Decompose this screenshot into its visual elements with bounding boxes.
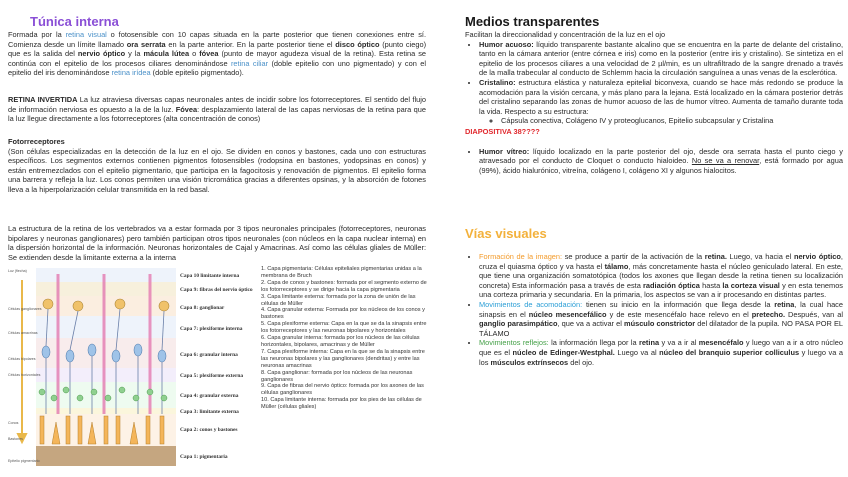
term-humor-acuoso: Humor acuoso: <box>479 39 534 49</box>
medios-block <box>465 30 843 175</box>
term: núcleo mesencefálico <box>528 309 607 319</box>
text: y va a ir al <box>659 338 699 348</box>
layers-legend <box>261 266 427 411</box>
side-label: Bastones <box>8 437 23 441</box>
text-no-se-renueva: No se va a renovar <box>691 156 760 166</box>
text: del ojo. <box>568 357 595 367</box>
layer-label-2: Capa 2: conos y bastones <box>180 427 238 433</box>
ganglion-cell <box>73 301 83 311</box>
side-label: Epitelio pigmentario <box>8 459 40 463</box>
section-title-tunica-interna: Túnica interna <box>30 14 119 29</box>
term: radiación óptica <box>643 280 700 290</box>
diapositiva-note: DIAPOSITIVA 38???? <box>465 126 540 136</box>
paragraph-fotorreceptores <box>8 137 426 195</box>
layer-label-1: Capa 1: pigmentaria <box>180 454 228 460</box>
legend-item-1: 1. Capa pigmentaria: Células epiteliales pigmentarias unidas a la membrana de Bruch <box>261 266 422 279</box>
term: tálamo <box>604 261 629 271</box>
list-item-reflejos <box>479 338 843 367</box>
bipolar-cell <box>66 350 74 362</box>
medios-intro: Facilitan la direccionalidad y concentración de la luz en el ojo <box>465 30 666 39</box>
ganglion-cell <box>159 301 169 311</box>
list-item-acomodacion <box>479 300 843 338</box>
term: núcleo de Edinger-Westphal. <box>512 347 615 357</box>
text: hasta <box>699 280 723 290</box>
paragraph-retina-invertida <box>8 95 426 124</box>
medios-list-2 <box>465 147 843 176</box>
text: Después, van al <box>785 309 843 319</box>
bipolar-cell <box>112 350 120 362</box>
text: , cruza el quiasma óptico y va hasta el <box>479 252 843 271</box>
rod <box>146 416 150 444</box>
text: (doble epitelio con uno pigmentado) y con el epitelio del iris denominándose <box>8 58 426 78</box>
list-item-humor-vitreo <box>479 147 843 176</box>
term: músculos extrínsecos <box>490 357 569 367</box>
paragraph-estructura-retina: La estructura de la retina de los vertebrados va a estar formada por 3 tipos neuronales principales (fotorreceptores, neuronas bipolares y neuronas ganglionares) pero también participan otros tipos neuronales (con núcleos en la capa nuclear interna) en la dispersión horizontal de la información. Neuronas horizontales de Cajal y Amacrinas. Así como las células gliales de Müller: Se extienden desde la limitante externa a la interna <box>8 224 426 262</box>
text: (doble epitelio pigmentado). <box>150 68 244 78</box>
ganglion-cell <box>115 299 125 309</box>
section-title-medios-transparentes: Medios transparentes <box>465 14 600 29</box>
text: y en esta tenemos una corteza primaria y secundaria. En la primaria, los aspectos se van a ir procesando en distintas partes. <box>479 280 843 300</box>
side-label: Conos <box>8 421 19 425</box>
term: núcleo del branquio superior colliculus <box>659 347 800 357</box>
paragraph-retina-intro <box>8 30 426 78</box>
term-fovea: Fóvea <box>175 104 198 114</box>
layer-label-3: Capa 3: limitante externa <box>180 409 239 415</box>
layer-label-7: Capa 7: plexiforme interna <box>180 326 243 332</box>
text: del dilatador de la pupila. NO PASA POR EL TÁLAMO <box>479 319 843 338</box>
legend-item-5: 5. Capa plexiforme externa: Capa en la que se da la sinapsis entre los fotorreceptores y las neuronas bipolares y horizontales <box>261 321 427 335</box>
list-item-humor-acuoso <box>479 40 843 78</box>
side-label: Células ganglionares <box>8 307 42 311</box>
legend-item-6: 6. Capa granular interna: formada por los núcleos de las células horizontales, bipolares, amacrinas y de Müller <box>261 335 420 348</box>
cristalino-sublist <box>479 116 843 126</box>
term-fovea: fóvea <box>199 49 219 59</box>
text: y luego va a los <box>479 347 844 367</box>
text: Formada por la <box>8 30 66 39</box>
term: retina <box>774 299 795 309</box>
side-label: Células horizontales <box>8 373 41 377</box>
rod <box>66 416 70 444</box>
layer-label-4: Capa 4: granular externa <box>180 393 239 399</box>
text: tienen su inicio en la información que llega desde la <box>582 299 775 309</box>
side-label: Células bipolares <box>8 357 36 361</box>
text: en la parte anterior. En la parte posterior tiene el <box>165 39 336 49</box>
medios-list <box>465 40 843 126</box>
legend-item-8: 8. Capa ganglionar: formada por los núcleos de las neuronas ganglionares <box>261 369 413 383</box>
term-formacion-imagen: Formación de la imagen: <box>479 252 563 261</box>
text: o <box>189 49 200 59</box>
text: , la cual hace sinapsis en el <box>479 299 843 319</box>
text: y de este mesencéfalo hace relevo en el <box>606 309 752 319</box>
rod <box>104 416 108 444</box>
list-item-capsula: ◦ Cápsula conectiva, Colágeno IV y proteoglucanos, Epitelio subcapsular y Cristalina <box>501 116 843 126</box>
rod <box>116 416 120 444</box>
text: se produce a partir de la activación de la <box>562 252 705 261</box>
text: la información llega por la <box>548 338 639 348</box>
heading-fotorreceptores: Fotorreceptores <box>8 137 65 146</box>
side-label: Células amacrinas <box>8 331 38 335</box>
text: : desplazamiento lateral de las capas nerviosas de la retina para que la luz llegue directamente a los fotorreceptores (alta concentración de conos) <box>8 104 426 124</box>
vias-list <box>465 252 843 367</box>
vias-block <box>465 252 843 367</box>
text: líquido localizado en la parte posterior del ojo, desde ora serrata hasta el punto ciego y atravesado por el conducto de Cloquet o conducto hialoideo. <box>479 146 843 166</box>
term-macula-lutea: mácula lútea <box>143 49 190 59</box>
term: mesencéfalo <box>698 338 744 348</box>
term-retina-visual: retina visual <box>65 30 107 39</box>
bipolar-cell <box>158 350 166 362</box>
text: (punto ciego) que es la salida del <box>8 39 427 59</box>
term-retina-iridea: retina irídea <box>111 68 151 78</box>
term-nervio-optico: nervio óptico <box>77 49 126 59</box>
term: nervio óptico <box>793 252 841 261</box>
layer-label-5: Capa 5: plexiforme externa <box>180 373 244 379</box>
legend-item-3: 3. Capa limitante externa: formada por la zona de unión de las células de Müller <box>261 293 416 307</box>
text: , que va a activar el <box>557 319 624 329</box>
term: la corteza visual <box>722 280 780 290</box>
text: La luz atraviesa diversas capas neuronales antes de incidir sobre los fotorreceptores. El sentido del flujo de información nerviosa es opuesto a la de la luz. <box>8 95 426 114</box>
term: músculo constrictor <box>624 319 696 329</box>
term-acomodacion: Movimientos de acomodación: <box>479 299 583 309</box>
ganglion-cell <box>43 299 53 309</box>
layer-label-6: Capa 6: granular interna <box>180 352 238 358</box>
rod <box>160 416 164 444</box>
term-humor-vitreo: Humor vítreo: <box>479 146 530 156</box>
list-item-formacion-imagen <box>479 252 843 300</box>
text: líquido transparente bastante alcalino que se encuentra en la parte de delante del cristalino, tanto en la cámara anterior (entre córnea e iris) como en la posterior (entre iris y cristalino). Se sintetiza en el epitelio de los procesos ciliares a una velocidad de 2 µl/min, es un ultrafiltrado de la sangre drenado a través de la malla trabecular al conducto de Schlemm hacia la circulación sanguínea a unas venas de la esclerótica. <box>479 39 844 78</box>
layer-label-10: Capa 10 limitante interna <box>180 273 240 279</box>
legend-item-2: 2. Capa de conos y bastones: formada por el segmento externo de los fotorreceptores y se dirige hacia la capa pigmentaria <box>261 279 427 293</box>
term-disco-optico: disco óptico <box>335 39 380 49</box>
term-reflejos: Movimientos reflejos: <box>479 338 549 348</box>
term: ganglio parasimpático <box>479 319 558 329</box>
layer-label-9: Capa 9: fibras del nervio óptico <box>180 287 253 293</box>
text: , está formado por agua (99%), ácido hialurónico, vitreína, colágeno I, colágeno XI y algunos hialocitos. <box>479 156 843 175</box>
term-retina-ciliar: retina ciliar <box>230 58 269 68</box>
rod <box>78 416 82 444</box>
bipolar-cell <box>42 346 50 358</box>
text: (Son células especializadas en la detección de la luz en el ojo. Se dividen en conos y bastones, cada uno con estructuras específicos. Los segmentos externos contienen pigmentos fotosensibles (rodopsina en bastones, yodopsinas en conos) y están entremezclados con el epitelio pigmentario, que participa en la fagocitosis y renovación de pigmentos. El epitelio forma una barrera y refleja la luz. Los conos permiten una visión tricromática gracias a diferentes opsinas, y la absorción de fotones lleva a la hiperpolarización celular transmitida en la red basal. <box>8 146 426 194</box>
text: estructura elástica y naturaleza epitelial biconvexa, cuando se hace más redondo se produce la acomodación para la visión cercana, y más plano para la lejana. Está localizado en la cámara posterior detrás del cristalino separando las zonas de humor acuoso de las de humor vítreo. Aumenta de tamaño durante toda la vida. Respecto a su estructura: <box>479 77 843 116</box>
text: o fotosensible con 10 capas situada en la parte posterior que tienen conexiones entre sí. Comienza desde un límite llamado <box>8 30 427 49</box>
term-cristalino: Cristalino: <box>479 77 516 87</box>
term-ora-serrata: ora serrata <box>126 39 166 49</box>
text: (punto de mayor agudeza visual de la retina). Esta retina se continúa con el epitelio de los procesos ciliares denominándose <box>8 49 427 68</box>
term: pretecho. <box>751 309 786 319</box>
legend-item-7: 7. Capa plexiforme interna: Capa en la que se da la sinapsis entre las neuronas bipolares y las ganglionares (dendritas) y entre las neuronas amacrinas <box>261 348 425 369</box>
text: Luego va al <box>614 347 660 357</box>
layer-label-8: Capa 8: ganglionar <box>180 305 225 311</box>
list-item-cristalino <box>479 78 843 126</box>
side-label: Luz (flecha) <box>8 269 27 273</box>
term: retina <box>638 338 660 348</box>
section-title-vias-visuales: Vías visuales <box>465 226 547 241</box>
legend-item-9: 9. Capa de fibras del nervio óptico: formada por los axones de las células ganglionares <box>261 383 424 397</box>
rod <box>40 416 44 444</box>
term-retina-invertida: RETINA INVERTIDA <box>8 95 78 104</box>
term: retina. <box>704 252 727 261</box>
bipolar-cell <box>88 344 96 356</box>
text: y luego van a ir a otro núcleo que es el <box>479 338 843 357</box>
bipolar-cell <box>134 344 142 356</box>
retina-layers-diagram <box>8 264 258 474</box>
text: y la <box>125 49 144 59</box>
legend-item-10: 10. Capa limitante interna: formada por los pies de las células de Müller (células gliales) <box>261 397 422 411</box>
legend-item-4: 4. Capa granular externa: Formada por los núcleos de los conos y bastones <box>261 307 425 321</box>
text: Luego, va hacia el <box>726 252 794 261</box>
text: , más concretamente hasta el núcleo geniculado lateral. En este, que tiene una organización somatotópica (todos los axones que llegan desde la retina tienen su localización concreta) Esta información pasa a través de esta <box>479 261 843 290</box>
